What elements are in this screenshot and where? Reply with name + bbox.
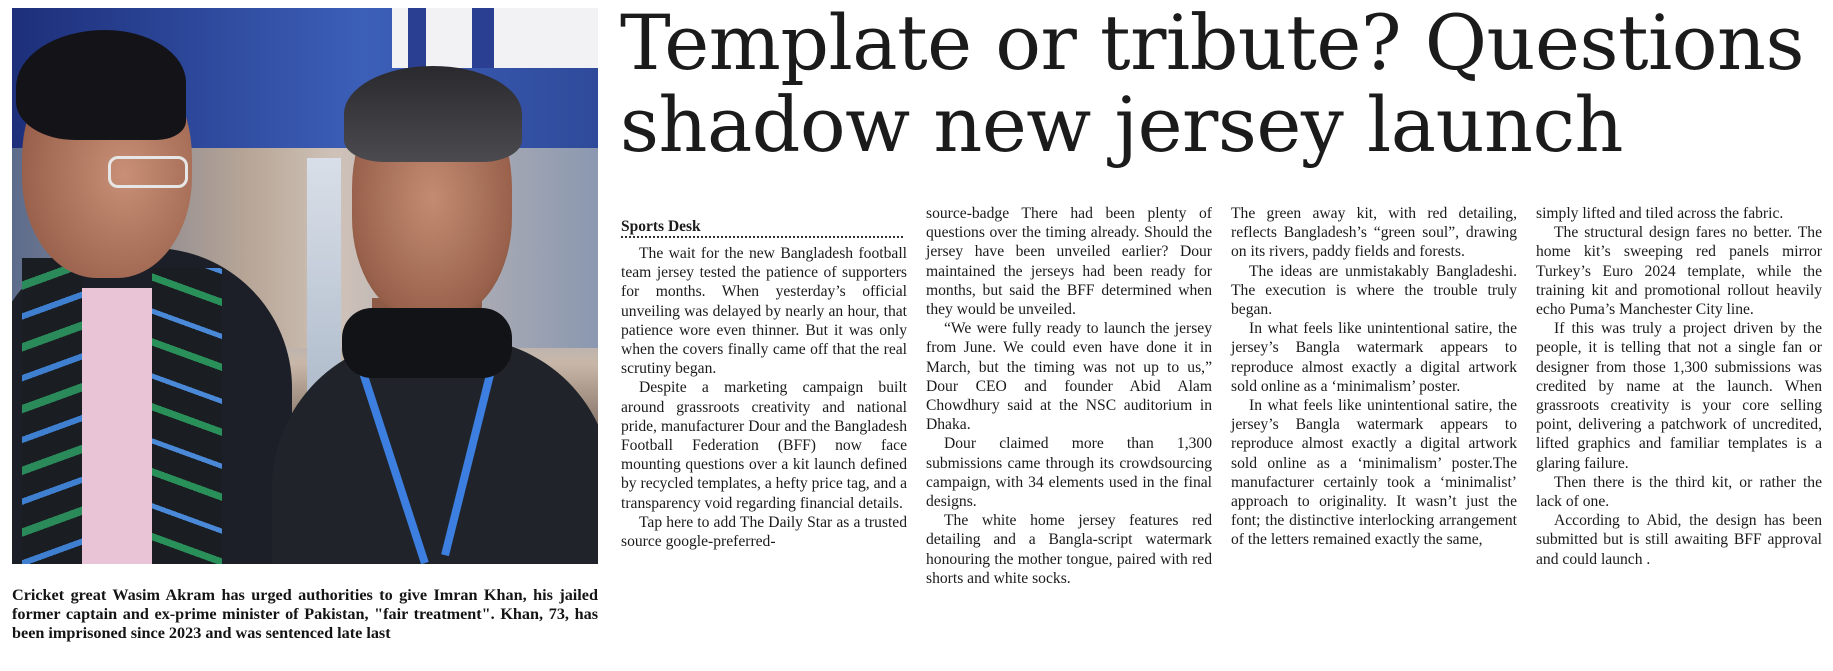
article-column-3 — [1231, 204, 1517, 550]
paragraph: In what feels like unintentional satire, the jersey’s Bangla watermark appears to reproduce almost exactly a digital artwork sold online as a ‘minimalism’ poster. — [1231, 320, 1517, 395]
photo-person-left-shirt — [72, 288, 152, 564]
photo-person-right-scarf — [342, 308, 512, 378]
paragraph: In what feels like unintentional satire, the jersey’s Bangla watermark appears to reproduce almost exactly a digital artwork sold online as a ‘minimalism’ poster.The manufacturer certainly took a ‘minimalist’ approach to originality. It wasn’t just the font; the distinctive interlocking arrangement of the letters remained exactly the same, — [1231, 397, 1517, 549]
article-column-4 — [1536, 204, 1822, 569]
paragraph: source-badge There had been plenty of questions over the timing already. Should the jersey have been unveiled earlier? Dour maintained the jerseys had been ready for months, but said the BFF determined when they would be unveiled. — [926, 205, 1212, 319]
photo-person-left-hair — [16, 30, 186, 140]
photo-person-left-glasses — [108, 156, 188, 188]
paragraph: Then there is the third kit, or rather the lack of one. — [1536, 473, 1822, 511]
photo-banner-gap — [472, 8, 494, 68]
paragraph: The ideas are unmistakably Bangladeshi. The execution is where the trouble truly began. — [1231, 262, 1517, 319]
paragraph: Dour claimed more than 1,300 submissions came through its crowdsourcing campaign, with 34 elements used in the final designs. — [926, 435, 1212, 511]
photo-person-left-scarf — [152, 268, 222, 564]
paragraph: According to Abid, the design has been submitted but is still awaiting BFF approval and could launch . — [1536, 512, 1822, 568]
paragraph: The white home jersey features red detailing and a Bangla-script watermark honouring the mother tongue, paired with red shorts and white socks. — [926, 512, 1212, 587]
photo-person-left-scarf — [22, 258, 82, 564]
paragraph: The green away kit, with red detailing, reflects Bangladesh’s “green soul”, drawing on its rivers, paddy fields and forests. — [1231, 205, 1517, 261]
paragraph: The structural design fares no better. The home kit’s sweeping red panels mirror Turkey’s Euro 2024 template, while the training kit and promotional rollout heavily echo Puma’s Manchester City line. — [1536, 224, 1822, 319]
headline: Template or tribute? Questions shadow new jersey launch — [620, 0, 1805, 169]
photo-caption: Cricket great Wasim Akram has urged authorities to give Imran Khan, his jailed former captain and ex-prime minister of Pakistan, "fair treatment". Khan, 73, has been imprisoned since 2023 and was sentenced late last — [12, 586, 598, 642]
article-column-1 — [621, 244, 907, 551]
byline: Sports Desk — [621, 217, 903, 238]
photo-person-right-hair — [344, 66, 522, 162]
paragraph[interactable]: Tap here to add The Daily Star as a trusted source google-preferred- — [621, 513, 907, 551]
paragraph: simply lifted and tiled across the fabric. — [1536, 205, 1784, 222]
paragraph: Despite a marketing campaign built around grassroots creativity and national pride, manufacturer Dour and the Bangladesh Football Federation (BFF) now face mounting questions over a kit launch defined by recycled templates, a hefty price tag, and a transparency void regarding financial details. — [621, 379, 907, 512]
article-column-2 — [926, 204, 1212, 588]
paragraph: The wait for the new Bangladesh football team jersey tested the patience of supporters for months. When yesterday’s official unveiling was delayed by nearly an hour, that patience wore even thinner. But it was only when the covers finally came off that the real scrutiny began. — [621, 245, 907, 378]
news-photo — [12, 8, 598, 564]
paragraph: “We were fully ready to launch the jersey from June. We could even have done it in March, but the timing was not up to us,” Dour CEO and founder Abid Alam Chowdhury said at the NSC auditorium in Dhaka. — [926, 320, 1212, 434]
photo-banner-gap — [408, 8, 426, 68]
paragraph: If this was truly a project driven by the people, it is telling that not a single fan or designer from those 1,300 submissions was credited by name at the launch. When grassroots creativity is your core selling point, delivering a patchwork of uncredited, lifted graphics and familiar templates is a glaring failure. — [1536, 320, 1822, 472]
